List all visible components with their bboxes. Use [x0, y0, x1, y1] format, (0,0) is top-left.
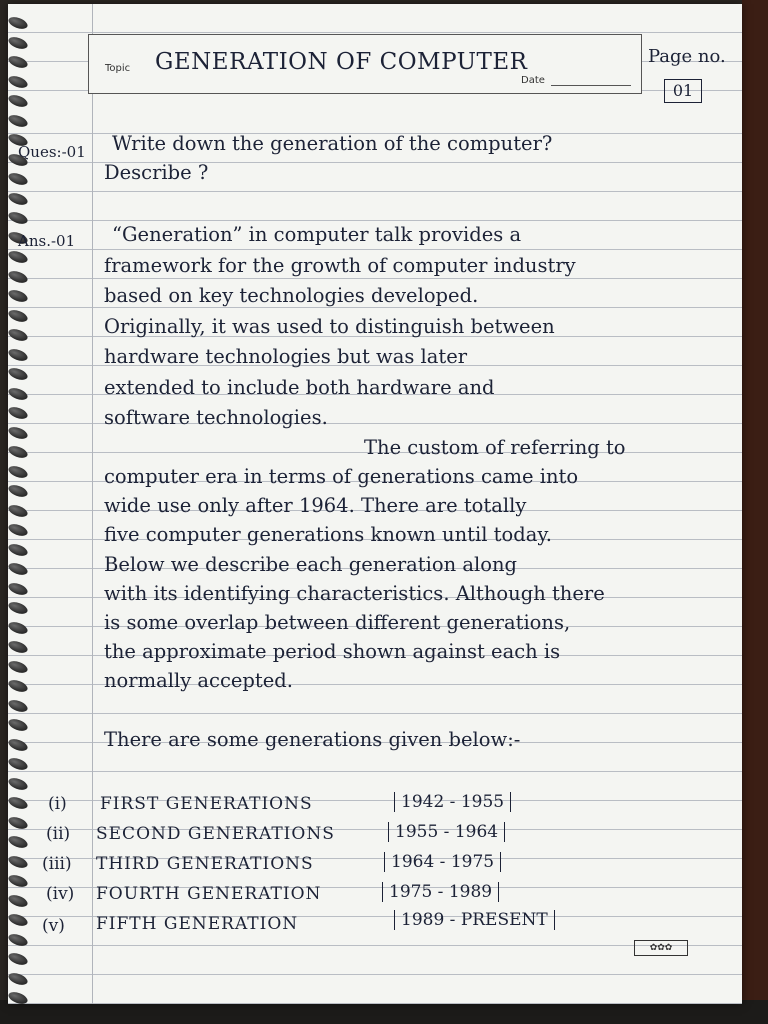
spiral-coil: [8, 775, 29, 791]
spiral-coil: [8, 34, 29, 50]
generation-numeral: (iv): [46, 884, 75, 904]
answer-line: the approximate period shown against each is: [104, 640, 561, 663]
spiral-coil: [8, 483, 29, 499]
spiral-coil: [8, 970, 29, 986]
spiral-coil: [8, 990, 29, 1004]
answer-line: with its identifying characteristics. Although there: [104, 582, 605, 605]
answer-line: is some overlap between different generations,: [104, 611, 571, 634]
page-title: GENERATION OF COMPUTER: [155, 49, 528, 75]
answer-line: The custom of referring to: [364, 436, 626, 459]
generation-numeral: (i): [48, 794, 67, 814]
spiral-coil: [8, 444, 29, 460]
spiral-coil: [8, 522, 29, 538]
generation-period: 1955 - 1964: [388, 822, 505, 842]
generation-numeral: (iii): [42, 854, 72, 874]
generation-name: FIFTH GENERATION: [96, 914, 299, 934]
page-number-label: Page no.: [648, 46, 726, 67]
spiral-coil: [8, 834, 29, 850]
spiral-coil: [8, 541, 29, 557]
question-label: Ques:-01: [18, 143, 86, 161]
answer-line: based on key technologies developed.: [104, 284, 479, 307]
answer-line: normally accepted.: [104, 669, 293, 692]
spiral-coil: [8, 73, 29, 89]
list-intro: There are some generations given below:-: [104, 728, 521, 751]
topic-box: [88, 34, 642, 94]
answer-line: framework for the growth of computer industry: [104, 254, 576, 277]
spiral-coil: [8, 307, 29, 323]
spiral-coil: [8, 892, 29, 908]
topic-label: Topic: [105, 63, 131, 74]
spiral-coil: [8, 210, 29, 226]
generation-name: FIRST GENERATIONS: [100, 794, 313, 814]
notebook-brand-stamp: ✿✿✿: [634, 940, 688, 956]
spiral-coil: [8, 561, 29, 577]
answer-line: “Generation” in computer talk provides a: [112, 223, 522, 246]
spiral-coil: [8, 385, 29, 401]
spiral-coil: [8, 717, 29, 733]
spiral-coil: [8, 795, 29, 811]
spiral-coil: [8, 93, 29, 109]
question-line: Describe ?: [104, 161, 209, 184]
answer-line: extended to include both hardware and: [104, 376, 495, 399]
background-edge: [742, 0, 768, 1024]
spiral-coil: [8, 249, 29, 265]
generation-name: FOURTH GENERATION: [96, 884, 322, 904]
answer-line: computer era in terms of generations came into: [104, 465, 579, 488]
spiral-coil: [8, 405, 29, 421]
answer-line: five computer generations known until today.: [104, 523, 552, 546]
generation-period: 1989 - PRESENT: [394, 910, 555, 930]
notebook-page: [8, 4, 742, 1004]
date-field-line: [551, 85, 631, 86]
answer-label: Ans.-01: [18, 232, 76, 250]
margin-line: [92, 4, 93, 1004]
spiral-coil: [8, 366, 29, 382]
spiral-coil: [8, 853, 29, 869]
page-number-box: [664, 79, 702, 103]
spiral-coil: [8, 268, 29, 284]
spiral-coil: [8, 15, 29, 31]
spiral-coil: [8, 912, 29, 928]
spiral-coil: [8, 424, 29, 440]
answer-line: Originally, it was used to distinguish between: [104, 315, 555, 338]
spiral-coil: [8, 697, 29, 713]
generation-numeral: (v): [42, 916, 65, 936]
generation-name: SECOND GENERATIONS: [96, 824, 335, 844]
generation-numeral: (ii): [46, 824, 71, 844]
spiral-coil: [8, 600, 29, 616]
spiral-coil: [8, 112, 29, 128]
spiral-coil: [8, 346, 29, 362]
spiral-coil: [8, 658, 29, 674]
answer-line: software technologies.: [104, 406, 328, 429]
spiral-coil: [8, 327, 29, 343]
page-number-value: 01: [672, 81, 694, 100]
spiral-coil: [8, 463, 29, 479]
generation-period: 1975 - 1989: [382, 882, 499, 902]
spiral-coil: [8, 639, 29, 655]
spiral-coil: [8, 54, 29, 70]
spiral-coil: [8, 951, 29, 967]
spiral-coil: [8, 736, 29, 752]
answer-line: wide use only after 1964. There are totally: [104, 494, 527, 517]
spiral-coil: [8, 288, 29, 304]
generation-period: 1964 - 1975: [384, 852, 501, 872]
spiral-coil: [8, 502, 29, 518]
spiral-coil: [8, 171, 29, 187]
spiral-coil: [8, 678, 29, 694]
generation-name: THIRD GENERATIONS: [96, 854, 314, 874]
generation-period: 1942 - 1955: [394, 792, 511, 812]
spiral-coil: [8, 931, 29, 947]
question-line: Write down the generation of the computer?: [112, 132, 553, 155]
date-label: Date: [521, 75, 545, 86]
spiral-coil: [8, 190, 29, 206]
spiral-coil: [8, 619, 29, 635]
spiral-coil: [8, 756, 29, 772]
answer-line: hardware technologies but was later: [104, 345, 468, 368]
spiral-coil: [8, 814, 29, 830]
spiral-coil: [8, 873, 29, 889]
spiral-coil: [8, 580, 29, 596]
answer-line: Below we describe each generation along: [104, 553, 518, 576]
